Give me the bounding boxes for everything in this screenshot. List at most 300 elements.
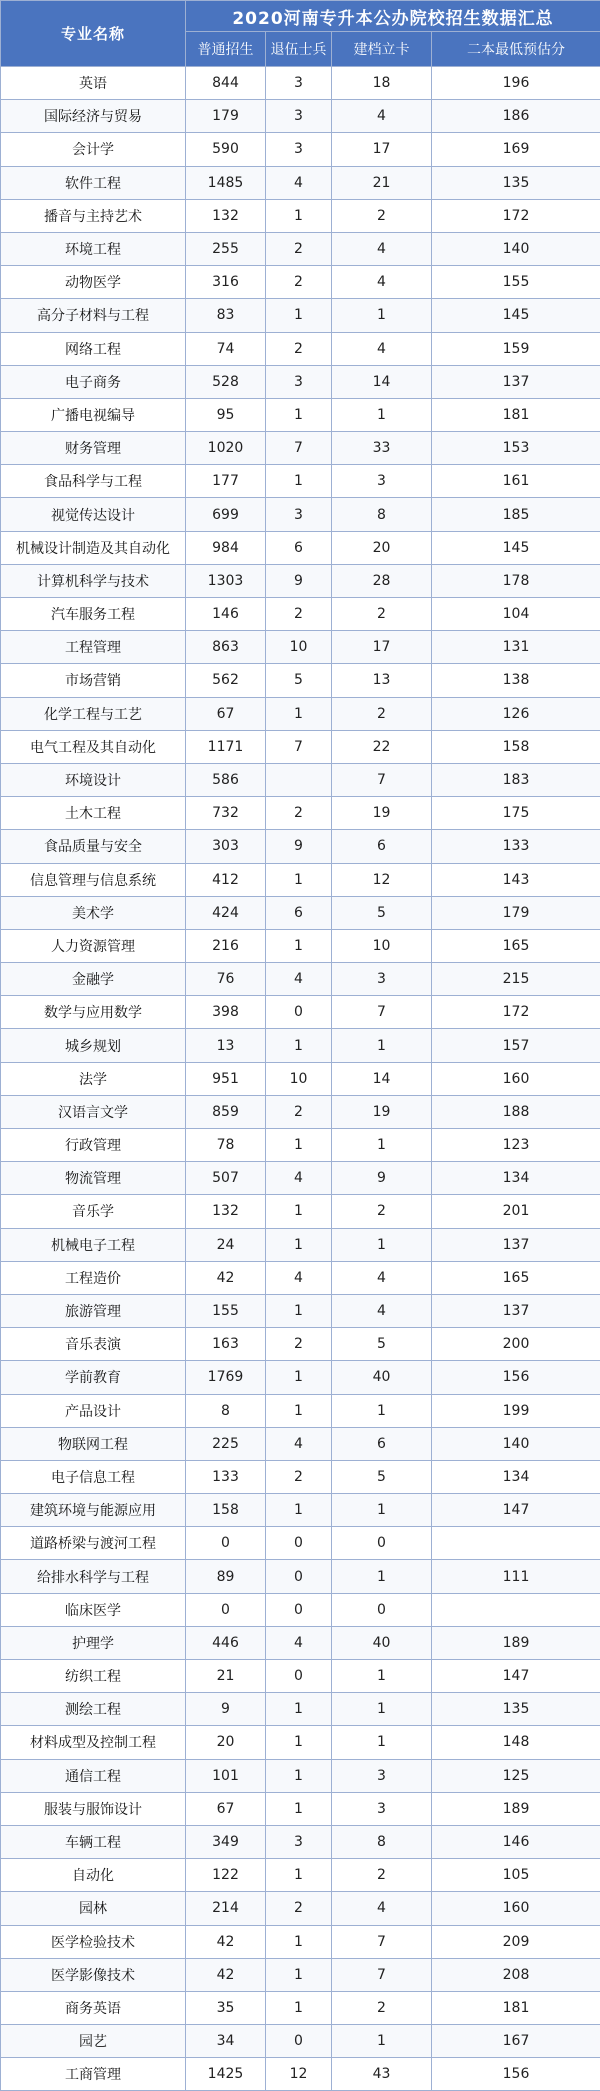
table-row	[1, 1129, 600, 1162]
veteran-count-cell: 1	[266, 1693, 332, 1726]
regular-count-cell: 699	[186, 498, 266, 531]
major-name-cell: 物流管理	[1, 1162, 186, 1195]
poverty-count-cell: 3	[332, 1759, 432, 1792]
veteran-count-cell: 2	[266, 1892, 332, 1925]
table-row	[1, 1958, 600, 1991]
veteran-count-cell: 1	[266, 929, 332, 962]
regular-count-cell: 1769	[186, 1361, 266, 1394]
table-row	[1, 564, 600, 597]
poverty-count-cell: 8	[332, 498, 432, 531]
regular-count-cell: 590	[186, 133, 266, 166]
veteran-count-cell: 0	[266, 996, 332, 1029]
veteran-count-cell: 1	[266, 863, 332, 896]
score-cell: 145	[432, 531, 600, 564]
regular-count-cell: 303	[186, 830, 266, 863]
regular-count-cell: 24	[186, 1228, 266, 1261]
regular-count-cell: 316	[186, 266, 266, 299]
veteran-count-cell: 1	[266, 1859, 332, 1892]
score-cell: 157	[432, 1029, 600, 1062]
regular-count-cell: 216	[186, 929, 266, 962]
table-row	[1, 432, 600, 465]
regular-count-cell: 163	[186, 1328, 266, 1361]
table-row	[1, 531, 600, 564]
veteran-count-cell: 4	[266, 1427, 332, 1460]
regular-count-cell: 398	[186, 996, 266, 1029]
regular-count-cell: 76	[186, 963, 266, 996]
score-cell: 148	[432, 1726, 600, 1759]
score-cell: 181	[432, 398, 600, 431]
regular-count-cell: 78	[186, 1129, 266, 1162]
regular-count-cell: 507	[186, 1162, 266, 1195]
veteran-count-cell: 4	[266, 1626, 332, 1659]
poverty-count-cell: 7	[332, 1925, 432, 1958]
regular-count-cell: 34	[186, 2025, 266, 2058]
poverty-count-cell: 1	[332, 1394, 432, 1427]
regular-count-cell: 424	[186, 896, 266, 929]
table-row	[1, 1792, 600, 1825]
score-cell	[432, 1527, 600, 1560]
score-cell: 179	[432, 896, 600, 929]
score-cell: 137	[432, 1228, 600, 1261]
poverty-count-cell: 8	[332, 1825, 432, 1858]
veteran-count-cell: 5	[266, 664, 332, 697]
table-row	[1, 863, 600, 896]
score-cell: 123	[432, 1129, 600, 1162]
major-name-cell: 软件工程	[1, 166, 186, 199]
major-name-cell: 自动化	[1, 1859, 186, 1892]
poverty-count-cell: 40	[332, 1626, 432, 1659]
score-cell: 183	[432, 763, 600, 796]
regular-count-cell: 42	[186, 1261, 266, 1294]
table-row	[1, 1859, 600, 1892]
regular-count-cell: 95	[186, 398, 266, 431]
poverty-count-cell: 7	[332, 996, 432, 1029]
major-name-cell: 商务英语	[1, 1991, 186, 2024]
major-name-cell: 园林	[1, 1892, 186, 1925]
veteran-count-cell: 2	[266, 1328, 332, 1361]
table-row	[1, 1460, 600, 1493]
major-name-cell: 法学	[1, 1062, 186, 1095]
score-cell: 137	[432, 1294, 600, 1327]
major-name-cell: 通信工程	[1, 1759, 186, 1792]
regular-count-cell: 0	[186, 1527, 266, 1560]
column-header-major: 专业名称	[1, 1, 186, 67]
regular-count-cell: 0	[186, 1593, 266, 1626]
table-row	[1, 199, 600, 232]
poverty-count-cell: 1	[332, 398, 432, 431]
poverty-count-cell: 3	[332, 1792, 432, 1825]
table-row	[1, 1228, 600, 1261]
major-name-cell: 化学工程与工艺	[1, 697, 186, 730]
table-row	[1, 299, 600, 332]
veteran-count-cell: 1	[266, 299, 332, 332]
veteran-count-cell: 4	[266, 1261, 332, 1294]
major-name-cell: 高分子材料与工程	[1, 299, 186, 332]
major-name-cell: 汽车服务工程	[1, 598, 186, 631]
regular-count-cell: 42	[186, 1925, 266, 1958]
score-cell: 186	[432, 100, 600, 133]
score-cell: 147	[432, 1660, 600, 1693]
regular-count-cell: 42	[186, 1958, 266, 1991]
poverty-count-cell: 43	[332, 2058, 432, 2091]
major-name-cell: 医学检验技术	[1, 1925, 186, 1958]
poverty-count-cell: 2	[332, 1195, 432, 1228]
regular-count-cell: 101	[186, 1759, 266, 1792]
title-row	[1, 1, 600, 32]
major-name-cell: 机械设计制造及其自动化	[1, 531, 186, 564]
veteran-count-cell: 7	[266, 432, 332, 465]
poverty-count-cell: 4	[332, 1892, 432, 1925]
major-name-cell: 纺织工程	[1, 1660, 186, 1693]
major-name-cell: 播音与主持艺术	[1, 199, 186, 232]
table-row	[1, 1261, 600, 1294]
major-name-cell: 数学与应用数学	[1, 996, 186, 1029]
veteran-count-cell: 10	[266, 631, 332, 664]
table-row	[1, 1195, 600, 1228]
regular-count-cell: 859	[186, 1095, 266, 1128]
table-body	[1, 67, 600, 2091]
major-name-cell: 计算机科学与技术	[1, 564, 186, 597]
table-row	[1, 498, 600, 531]
score-cell: 160	[432, 1892, 600, 1925]
table-row	[1, 763, 600, 796]
poverty-count-cell: 28	[332, 564, 432, 597]
score-cell: 188	[432, 1095, 600, 1128]
poverty-count-cell: 12	[332, 863, 432, 896]
regular-count-cell: 35	[186, 1991, 266, 2024]
score-cell: 169	[432, 133, 600, 166]
score-cell: 178	[432, 564, 600, 597]
table-row	[1, 1394, 600, 1427]
veteran-count-cell: 1	[266, 398, 332, 431]
major-name-cell: 产品设计	[1, 1394, 186, 1427]
regular-count-cell: 133	[186, 1460, 266, 1493]
table-row	[1, 664, 600, 697]
veteran-count-cell: 0	[266, 1660, 332, 1693]
veteran-count-cell: 1	[266, 697, 332, 730]
major-name-cell: 会计学	[1, 133, 186, 166]
table-row	[1, 133, 600, 166]
poverty-count-cell: 17	[332, 133, 432, 166]
table-row	[1, 1062, 600, 1095]
column-header-veterans: 退伍士兵	[266, 32, 332, 67]
table-row	[1, 1361, 600, 1394]
veteran-count-cell: 1	[266, 1759, 332, 1792]
score-cell: 126	[432, 697, 600, 730]
score-cell: 135	[432, 1693, 600, 1726]
table-row	[1, 996, 600, 1029]
regular-count-cell: 349	[186, 1825, 266, 1858]
table-row	[1, 631, 600, 664]
score-cell: 135	[432, 166, 600, 199]
regular-count-cell: 1020	[186, 432, 266, 465]
column-header-score: 二本最低预估分	[432, 32, 600, 67]
regular-count-cell: 528	[186, 365, 266, 398]
table-row	[1, 166, 600, 199]
regular-count-cell: 446	[186, 1626, 266, 1659]
veteran-count-cell: 3	[266, 498, 332, 531]
major-name-cell: 英语	[1, 67, 186, 100]
poverty-count-cell: 4	[332, 332, 432, 365]
table-row	[1, 398, 600, 431]
table-row	[1, 1029, 600, 1062]
veteran-count-cell: 12	[266, 2058, 332, 2091]
major-name-cell: 车辆工程	[1, 1825, 186, 1858]
poverty-count-cell: 18	[332, 67, 432, 100]
major-name-cell: 护理学	[1, 1626, 186, 1659]
veteran-count-cell: 3	[266, 100, 332, 133]
table-row	[1, 1427, 600, 1460]
major-name-cell: 临床医学	[1, 1593, 186, 1626]
major-name-cell: 园艺	[1, 2025, 186, 2058]
veteran-count-cell: 1	[266, 199, 332, 232]
major-name-cell: 食品质量与安全	[1, 830, 186, 863]
poverty-count-cell: 1	[332, 1029, 432, 1062]
poverty-count-cell: 1	[332, 1560, 432, 1593]
poverty-count-cell: 22	[332, 730, 432, 763]
veteran-count-cell: 1	[266, 1294, 332, 1327]
regular-count-cell: 132	[186, 199, 266, 232]
veteran-count-cell: 1	[266, 1726, 332, 1759]
score-cell: 146	[432, 1825, 600, 1858]
poverty-count-cell: 2	[332, 697, 432, 730]
table-row	[1, 232, 600, 265]
table-row	[1, 465, 600, 498]
table-row	[1, 963, 600, 996]
regular-count-cell: 1171	[186, 730, 266, 763]
score-cell: 161	[432, 465, 600, 498]
table-row	[1, 266, 600, 299]
poverty-count-cell: 20	[332, 531, 432, 564]
score-cell: 172	[432, 996, 600, 1029]
table-row	[1, 1560, 600, 1593]
major-name-cell: 视觉传达设计	[1, 498, 186, 531]
table-row	[1, 1527, 600, 1560]
poverty-count-cell: 1	[332, 1228, 432, 1261]
veteran-count-cell: 6	[266, 896, 332, 929]
poverty-count-cell: 40	[332, 1361, 432, 1394]
poverty-count-cell: 21	[332, 166, 432, 199]
veteran-count-cell: 3	[266, 1825, 332, 1858]
poverty-count-cell: 3	[332, 963, 432, 996]
table-row	[1, 1593, 600, 1626]
major-name-cell: 道路桥梁与渡河工程	[1, 1527, 186, 1560]
veteran-count-cell: 2	[266, 266, 332, 299]
table-row	[1, 830, 600, 863]
regular-count-cell: 20	[186, 1726, 266, 1759]
score-cell: 140	[432, 1427, 600, 1460]
table-row	[1, 1759, 600, 1792]
table-row	[1, 730, 600, 763]
regular-count-cell: 132	[186, 1195, 266, 1228]
regular-count-cell: 179	[186, 100, 266, 133]
poverty-count-cell: 2	[332, 1859, 432, 1892]
score-cell: 165	[432, 1261, 600, 1294]
poverty-count-cell: 2	[332, 598, 432, 631]
veteran-count-cell: 7	[266, 730, 332, 763]
score-cell: 155	[432, 266, 600, 299]
regular-count-cell: 984	[186, 531, 266, 564]
regular-count-cell: 863	[186, 631, 266, 664]
regular-count-cell: 844	[186, 67, 266, 100]
veteran-count-cell: 10	[266, 1062, 332, 1095]
table-row	[1, 1892, 600, 1925]
table-row	[1, 1494, 600, 1527]
poverty-count-cell: 6	[332, 830, 432, 863]
score-cell: 131	[432, 631, 600, 664]
veteran-count-cell: 1	[266, 1228, 332, 1261]
score-cell: 145	[432, 299, 600, 332]
score-cell: 208	[432, 1958, 600, 1991]
veteran-count-cell: 0	[266, 1560, 332, 1593]
regular-count-cell: 412	[186, 863, 266, 896]
poverty-count-cell: 4	[332, 232, 432, 265]
table-row	[1, 2058, 600, 2091]
major-name-cell: 电子信息工程	[1, 1460, 186, 1493]
veteran-count-cell: 1	[266, 1991, 332, 2024]
regular-count-cell: 13	[186, 1029, 266, 1062]
score-cell: 189	[432, 1792, 600, 1825]
poverty-count-cell: 2	[332, 1991, 432, 2024]
score-cell: 105	[432, 1859, 600, 1892]
score-cell: 189	[432, 1626, 600, 1659]
table-row	[1, 1925, 600, 1958]
table-row	[1, 2025, 600, 2058]
poverty-count-cell: 1	[332, 1494, 432, 1527]
table-row	[1, 1825, 600, 1858]
score-cell: 134	[432, 1460, 600, 1493]
veteran-count-cell	[266, 763, 332, 796]
regular-count-cell: 225	[186, 1427, 266, 1460]
major-name-cell: 市场营销	[1, 664, 186, 697]
poverty-count-cell: 5	[332, 1460, 432, 1493]
score-cell: 104	[432, 598, 600, 631]
regular-count-cell: 1425	[186, 2058, 266, 2091]
veteran-count-cell: 2	[266, 1095, 332, 1128]
major-name-cell: 金融学	[1, 963, 186, 996]
major-name-cell: 旅游管理	[1, 1294, 186, 1327]
score-cell: 134	[432, 1162, 600, 1195]
score-cell: 165	[432, 929, 600, 962]
score-cell: 140	[432, 232, 600, 265]
major-name-cell: 音乐表演	[1, 1328, 186, 1361]
table-row	[1, 1726, 600, 1759]
table-row	[1, 896, 600, 929]
major-name-cell: 土木工程	[1, 797, 186, 830]
score-cell: 175	[432, 797, 600, 830]
regular-count-cell: 155	[186, 1294, 266, 1327]
veteran-count-cell: 9	[266, 564, 332, 597]
table-row	[1, 332, 600, 365]
regular-count-cell: 67	[186, 1792, 266, 1825]
regular-count-cell: 214	[186, 1892, 266, 1925]
poverty-count-cell: 0	[332, 1527, 432, 1560]
poverty-count-cell: 10	[332, 929, 432, 962]
column-header-regular: 普通招生	[186, 32, 266, 67]
major-name-cell: 医学影像技术	[1, 1958, 186, 1991]
veteran-count-cell: 6	[266, 531, 332, 564]
major-name-cell: 工程造价	[1, 1261, 186, 1294]
table-row	[1, 1294, 600, 1327]
veteran-count-cell: 1	[266, 1494, 332, 1527]
regular-count-cell: 8	[186, 1394, 266, 1427]
score-cell: 111	[432, 1560, 600, 1593]
poverty-count-cell: 1	[332, 1660, 432, 1693]
table-row	[1, 797, 600, 830]
major-name-cell: 测绘工程	[1, 1693, 186, 1726]
veteran-count-cell: 4	[266, 166, 332, 199]
veteran-count-cell: 2	[266, 332, 332, 365]
major-name-cell: 工商管理	[1, 2058, 186, 2091]
poverty-count-cell: 19	[332, 797, 432, 830]
veteran-count-cell: 4	[266, 1162, 332, 1195]
major-name-cell: 给排水科学与工程	[1, 1560, 186, 1593]
score-cell: 153	[432, 432, 600, 465]
table-row	[1, 365, 600, 398]
major-name-cell: 音乐学	[1, 1195, 186, 1228]
score-cell: 158	[432, 730, 600, 763]
major-name-cell: 建筑环境与能源应用	[1, 1494, 186, 1527]
score-cell: 159	[432, 332, 600, 365]
poverty-count-cell: 19	[332, 1095, 432, 1128]
regular-count-cell: 67	[186, 697, 266, 730]
poverty-count-cell: 4	[332, 1261, 432, 1294]
table-row	[1, 1095, 600, 1128]
poverty-count-cell: 1	[332, 2025, 432, 2058]
major-name-cell: 网络工程	[1, 332, 186, 365]
table-row	[1, 1660, 600, 1693]
veteran-count-cell: 9	[266, 830, 332, 863]
major-name-cell: 食品科学与工程	[1, 465, 186, 498]
major-name-cell: 环境工程	[1, 232, 186, 265]
score-cell: 196	[432, 67, 600, 100]
veteran-count-cell: 3	[266, 67, 332, 100]
veteran-count-cell: 1	[266, 465, 332, 498]
regular-count-cell: 1303	[186, 564, 266, 597]
major-name-cell: 环境设计	[1, 763, 186, 796]
table-row	[1, 1328, 600, 1361]
regular-count-cell: 83	[186, 299, 266, 332]
poverty-count-cell: 7	[332, 763, 432, 796]
score-cell: 125	[432, 1759, 600, 1792]
score-cell: 215	[432, 963, 600, 996]
poverty-count-cell: 1	[332, 1693, 432, 1726]
score-cell: 209	[432, 1925, 600, 1958]
major-name-cell: 机械电子工程	[1, 1228, 186, 1261]
poverty-count-cell: 1	[332, 1726, 432, 1759]
regular-count-cell: 177	[186, 465, 266, 498]
score-cell: 137	[432, 365, 600, 398]
major-name-cell: 行政管理	[1, 1129, 186, 1162]
score-cell: 143	[432, 863, 600, 896]
veteran-count-cell: 1	[266, 1394, 332, 1427]
column-header-poverty: 建档立卡	[332, 32, 432, 67]
veteran-count-cell: 1	[266, 1195, 332, 1228]
poverty-count-cell: 0	[332, 1593, 432, 1626]
table-row	[1, 1991, 600, 2024]
veteran-count-cell: 3	[266, 133, 332, 166]
table-row	[1, 697, 600, 730]
major-name-cell: 服装与服饰设计	[1, 1792, 186, 1825]
score-cell: 138	[432, 664, 600, 697]
veteran-count-cell: 0	[266, 1527, 332, 1560]
regular-count-cell: 74	[186, 332, 266, 365]
major-name-cell: 材料成型及控制工程	[1, 1726, 186, 1759]
table-row	[1, 1693, 600, 1726]
major-name-cell: 电气工程及其自动化	[1, 730, 186, 763]
score-cell: 156	[432, 1361, 600, 1394]
veteran-count-cell: 2	[266, 598, 332, 631]
